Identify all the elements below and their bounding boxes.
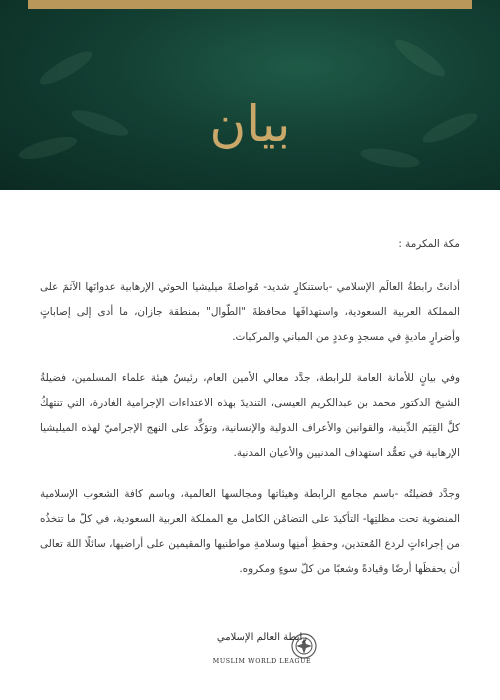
- page-title: بيان: [209, 95, 291, 153]
- paragraph-3: وجدَّد فضيلتُه -باسم مجامع الرابطة وهيئاتها ومجالسها العالمية، وباسم كافة الشعوب الإسلامية المنضوية تحت مظلتِها- التأكيدَ على التضامُن الكامل مع المملكة العربية السعودية، في كلّ ما تتخذُه من إجراءاتٍ لردع المُعتدين، وحفظِ أمنِها وسلامةِ مواطنيها والمقيمين على أراضيها، سائلًا اللهَ تعالى أن يحفظَها أرضًا وقيادةً وشعبًا من كلّ سوءٍ ومكروه.: [40, 488, 460, 575]
- paragraph-2: وفي بيانٍ للأمانة العامة للرابطة، جدَّد معالي الأمين العام، رئيسُ هيئة علماء المسلمين، فضيلةُ الشيخ الدكتور محمد بن عبدالكريم العيسى، التنديدَ بهذه الاعتداءات الإجرامية الغادرة، التي تنتهكُ كلَّ القِيَم الدِّينية، والقوانين والأعراف الدولية والإنسانية، وتؤكِّد على النهج الإجراميّ لهذه الميليشيا الإرهابية في تعمُّد استهداف المدنيين والأعيان المدنية.: [40, 372, 460, 459]
- leaf-decoration: [36, 46, 96, 90]
- paragraph-1: أدانتْ رابطةُ العالَم الإسلامي -باستنكارٍ شديد- مُواصلةَ ميليشيا الحوثي الإرهابية عدوانَها الآثمَ على المملكة العربية السعودية، واستهدافَها محافظةَ "الطّوال" بمنطقة جازان، ما أدى إلى إصاباتٍ وأضرارٍ ماديةٍ في مسجدٍ وعددٍ من المباني والمركبات.: [40, 281, 460, 343]
- statement-body: [40, 232, 460, 598]
- logo-arabic-text: رابطة العالم الإسلامي: [216, 632, 308, 643]
- gold-accent-bar: [28, 0, 472, 9]
- footer-logo: [0, 630, 500, 690]
- header-banner: [0, 0, 500, 190]
- leaf-decoration: [391, 34, 449, 82]
- logo-english-text: MUSLIM WORLD LEAGUE: [212, 658, 312, 665]
- salutation: مكة المكرمة :: [398, 238, 460, 250]
